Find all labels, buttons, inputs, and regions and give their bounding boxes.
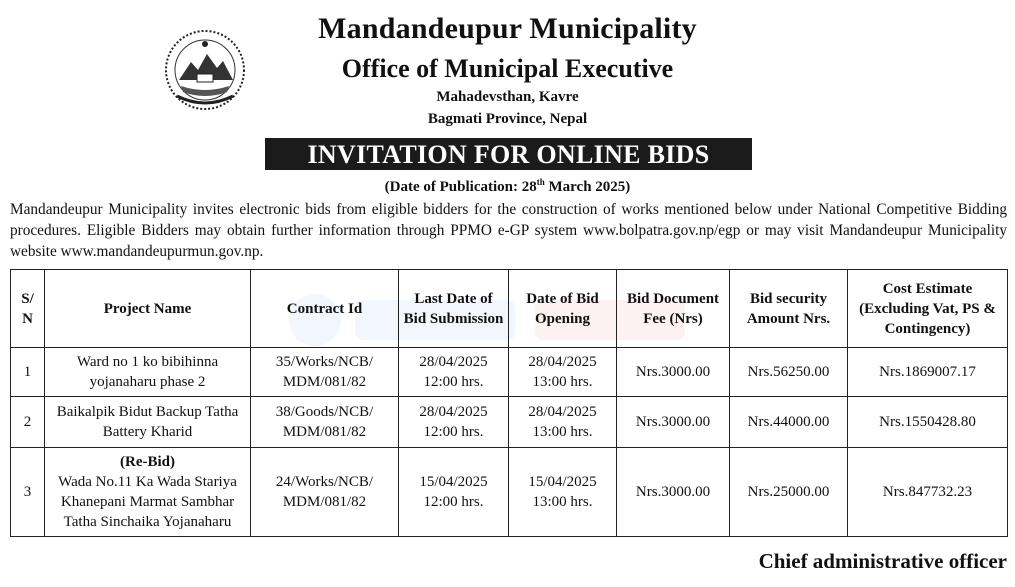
cell-document-fee: Nrs.3000.00 — [617, 448, 730, 537]
cell-contract-id: 35/Works/NCB/ MDM/081/82 — [251, 348, 399, 397]
cell-last-date: 28/04/2025 12:00 hrs. — [399, 397, 509, 448]
header-contract-id: Contract Id — [251, 270, 399, 348]
header-sn: S/ N — [11, 270, 45, 348]
bids-table — [10, 269, 1008, 537]
header-document-fee: Bid Document Fee (Nrs) — [617, 270, 730, 348]
header-cost-estimate: Cost Estimate (Excluding Vat, PS & Contingency) — [848, 270, 1008, 348]
address-line-2: Bagmati Province, Nepal — [427, 111, 588, 127]
cell-project-name — [45, 448, 251, 537]
project-name-text: Ward no 1 ko bibihinna yojanaharu phase 2 — [76, 354, 219, 390]
publication-date-suffix: March 2025) — [544, 179, 631, 195]
cell-sn: 3 — [11, 448, 45, 537]
header-last-date: Last Date of Bid Submission — [399, 270, 509, 348]
cell-document-fee: Nrs.3000.00 — [617, 397, 730, 448]
cell-document-fee: Nrs.3000.00 — [617, 348, 730, 397]
cell-contract-id: 38/Goods/NCB/ MDM/081/82 — [251, 397, 399, 448]
invitation-banner: INVITATION FOR ONLINE BIDS — [265, 138, 752, 170]
cell-cost-estimate: Nrs.847732.23 — [848, 448, 1008, 537]
project-name-text: Wada No.11 Ka Wada Stariya Khanepani Marmat Sambhar Tatha Sinchaika Yojanaharu — [58, 474, 237, 530]
cell-cost-estimate: Nrs.1869007.17 — [848, 348, 1008, 397]
cell-opening-date: 15/04/2025 13:00 hrs. — [509, 448, 617, 537]
cell-opening-date: 28/04/2025 13:00 hrs. — [509, 348, 617, 397]
publication-date-sup: th — [536, 177, 545, 187]
publication-date-prefix: (Date of Publication: 28 — [384, 179, 537, 195]
cell-sn: 2 — [11, 397, 45, 448]
header-project-name: Project Name — [45, 270, 251, 348]
cell-cost-estimate: Nrs.1550428.80 — [848, 397, 1008, 448]
header-bid-security: Bid security Amount Nrs. — [730, 270, 848, 348]
cell-bid-security: Nrs.44000.00 — [730, 397, 848, 448]
table-header-row — [11, 270, 1008, 348]
rebid-tag: (Re-Bid) — [120, 454, 175, 470]
cell-last-date: 15/04/2025 12:00 hrs. — [399, 448, 509, 537]
cell-project-name — [45, 397, 251, 448]
header-opening-date: Date of Bid Opening — [509, 270, 617, 348]
table-row — [11, 448, 1008, 537]
publication-date — [0, 177, 1015, 196]
office-title: Office of Municipal Executive — [341, 54, 674, 83]
cell-opening-date: 28/04/2025 13:00 hrs. — [509, 397, 617, 448]
cell-bid-security: Nrs.56250.00 — [730, 348, 848, 397]
cell-last-date: 28/04/2025 12:00 hrs. — [399, 348, 509, 397]
cell-project-name — [45, 348, 251, 397]
cell-sn: 1 — [11, 348, 45, 397]
intro-paragraph: Mandandeupur Municipality invites electronic bids from eligible bidders for the construction of works mentioned below under National Competitive Bidding procedures. Eligible Bidders may obtain further information through PPMO e-GP system www.bolpatra.gov.np/egp or may visit Mandandeupur Municipality website www.mandandeupurmun.gov.np. — [10, 201, 1007, 260]
project-name-text: Baikalpik Bidut Backup Tatha Battery Kharid — [56, 404, 239, 440]
table-row — [11, 397, 1008, 448]
table-row — [11, 348, 1008, 397]
cell-bid-security: Nrs.25000.00 — [730, 448, 848, 537]
municipality-title: Mandandeupur Municipality — [318, 12, 697, 45]
address-line-1: Mahadevsthan, Kavre — [436, 89, 579, 105]
cell-contract-id: 24/Works/NCB/ MDM/081/82 — [251, 448, 399, 537]
signature-title: Chief administrative officer — [758, 549, 1007, 573]
